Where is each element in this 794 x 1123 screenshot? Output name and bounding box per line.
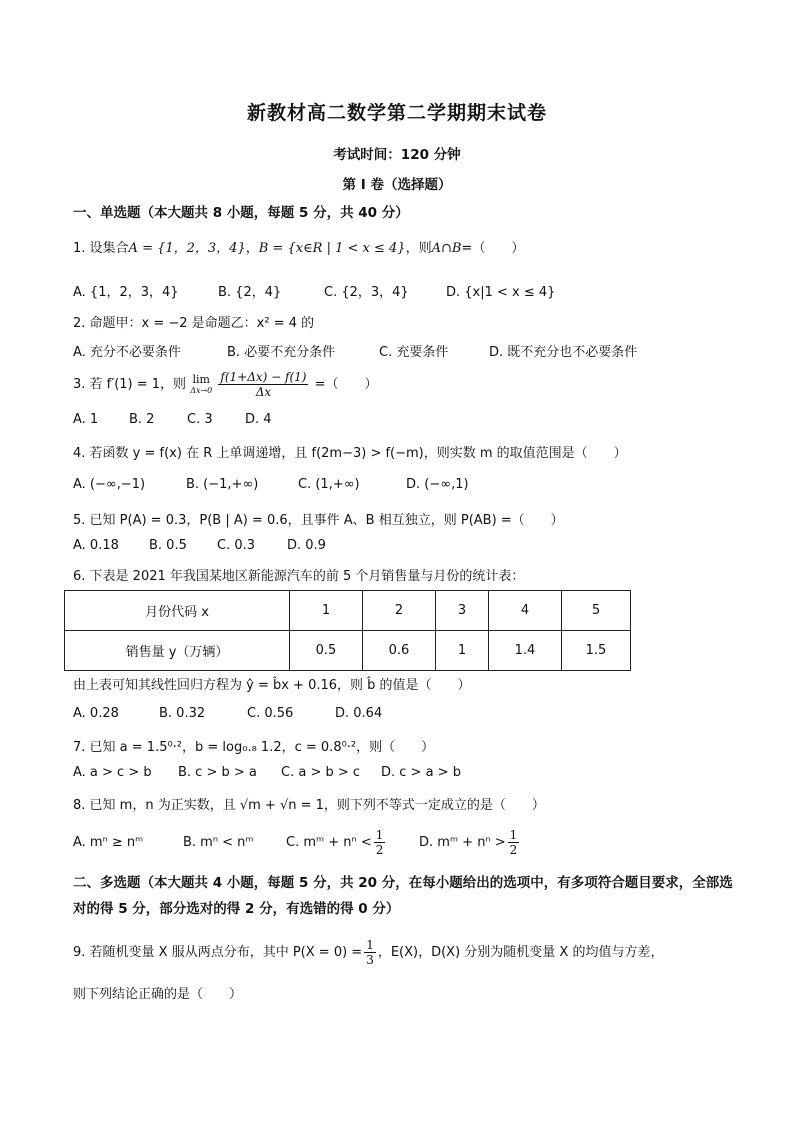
table-cell: 1.4 [489,631,562,671]
option-d[interactable]: D. {x|1 < x ≤ 4} [446,285,556,300]
option-d[interactable]: D. 0.64 [335,706,383,721]
table-cell: 0.5 [290,631,363,671]
question-1-options [73,281,555,300]
option-c[interactable]: C. 0.3 [217,538,256,553]
section-multiple-choice: 二、多选题（本大题共 4 小题，每题 5 分，共 20 分，在每小题给出的选项中，有多项符合题目要求，全部选对的得 5 分，部分选对的得 2 分，有选错的得 0 分） [73,875,733,917]
section-single-choice: 一、单选题（本大题共 8 小题，每题 5 分，共 40 分） [73,205,409,221]
question-7-options [73,765,461,780]
question-2: 2. 命题甲：x = −2 是命题乙：x² = 4 的 [73,316,315,331]
question-7: 7. 已知 a = 1.5⁰·²，b = log₀.₈ 1.2，c = 0.8⁰·²，则（ ） [73,740,435,755]
table-cell: 3 [436,591,489,631]
table-row [65,631,631,671]
question-6-options [73,706,382,721]
table-cell: 5 [562,591,631,631]
question-6-followup: 由上表可知其线性回归方程为 ŷ = b̂x + 0.16，则 b̂ 的值是（ ） [73,678,471,693]
option-b[interactable]: B. 必要不充分条件 [227,345,336,360]
option-a[interactable]: A. {1，2，3，4} [73,285,179,300]
table-cell: 4 [489,591,562,631]
table-cell: 1 [436,631,489,671]
option-a[interactable]: A. 0.28 [73,706,119,721]
fraction-one-half: $\frac{1}{2}$ [509,828,518,857]
option-a[interactable]: A. mⁿ ≥ nᵐ [73,835,144,850]
option-c[interactable]: C. mᵐ + nⁿ < $\frac{1}{2}$ [286,828,384,857]
option-a[interactable]: A. 1 [73,412,99,427]
question-6: 6. 下表是 2021 年我国某地区新能源汽车的前 5 个月销售量与月份的统计表： [73,569,525,584]
option-b[interactable]: B. {2，4} [218,285,282,300]
table-cell: 1.5 [562,631,631,671]
question-2-options [73,341,637,360]
question-9: 9. 若随机变量 X 服从两点分布，其中 P(X = 0) = $\frac{1}{3}$ ，E(X)，D(X) 分别为随机变量 X 的均值与方差， [73,938,664,967]
question-5-options [73,538,326,553]
table-cell: 1 [290,591,363,631]
option-b[interactable]: B. 0.5 [149,538,187,553]
option-b[interactable]: B. mⁿ < nᵐ [183,835,254,850]
option-c[interactable]: C. a > b > c [281,765,361,780]
option-d[interactable]: D. 0.9 [287,538,326,553]
option-a[interactable]: A. 0.18 [73,538,119,553]
question-4: 4. 若函数 y = f(x) 在 R 上单调递增，且 f(2m−3) > f(−m)，则实数 m 的取值范围是（ ） [73,446,627,461]
question-8: 8. 已知 m，n 为正实数，且 √m + √n = 1，则下列不等式一定成立的是（ ） [73,798,545,813]
volume-heading: 第 I 卷（选择题） [342,177,452,193]
set-b: B = {x∈R | 1 < x ≤ 4} [258,241,406,256]
limit-fraction: $\frac{f(1+\Delta x) - f(1)}{\Delta x}$ [220,370,307,399]
option-b[interactable]: B. c > b > a [178,765,257,780]
fraction-one-third: $\frac{1}{3}$ [366,938,374,967]
set-a: A = {1，2，3，4} [128,241,246,256]
exam-time: 考试时间：120 分钟 [333,147,461,163]
option-d[interactable]: D. 4 [245,412,272,427]
option-d[interactable]: D. c > a > b [381,765,461,780]
option-c[interactable]: C. 3 [187,412,213,427]
question-3-options [73,412,272,427]
option-a[interactable]: A. 充分不必要条件 [73,345,181,360]
table-header-cell: 月份代码 x [65,591,290,631]
table-cell: 2 [363,591,436,631]
option-c[interactable]: C. 0.56 [247,706,294,721]
option-d[interactable]: D. (−∞,1) [406,477,469,492]
option-a[interactable]: A. (−∞,−1) [73,477,146,492]
option-d[interactable]: D. 既不充分也不必要条件 [489,345,638,360]
table-header-cell: 销售量 y（万辆） [65,631,290,671]
option-b[interactable]: B. 0.32 [159,706,206,721]
option-c[interactable]: C. (1,+∞) [298,477,360,492]
table-row [65,591,631,631]
question-8-options [73,828,521,857]
option-d[interactable]: D. mᵐ + nⁿ > $\frac{1}{2}$ [419,828,518,857]
option-c[interactable]: C. {2，3，4} [324,285,409,300]
limit-operator: lim Δx→0 [190,372,213,395]
question-9-line2: 则下列结论正确的是（ ） [73,987,243,1002]
question-4-options [73,477,469,492]
option-b[interactable]: B. (−1,+∞) [186,477,259,492]
question-1: 1. 设集合A = {1，2，3，4}，B = {x∈R | 1 < x ≤ 4}，则A∩B=（ ） [73,241,525,256]
option-a[interactable]: A. a > c > b [73,765,152,780]
fraction-one-half: $\frac{1}{2}$ [375,828,384,857]
question-5: 5. 已知 P(A) = 0.3，P(B | A) = 0.6，且事件 A、B 相互独立，则 P(AB) =（ ） [73,513,564,528]
table-cell: 0.6 [363,631,436,671]
option-c[interactable]: C. 充要条件 [379,345,449,360]
question-3: 3. 若 f′(1) = 1，则 lim Δx→0 $\frac{f(1+\Delta x) - f(1)}{\Delta x}$ =（ ） [73,370,378,399]
exam-title: 新教材高二数学第二学期期末试卷 [246,102,547,124]
sales-table [64,590,631,671]
option-b[interactable]: B. 2 [129,412,155,427]
